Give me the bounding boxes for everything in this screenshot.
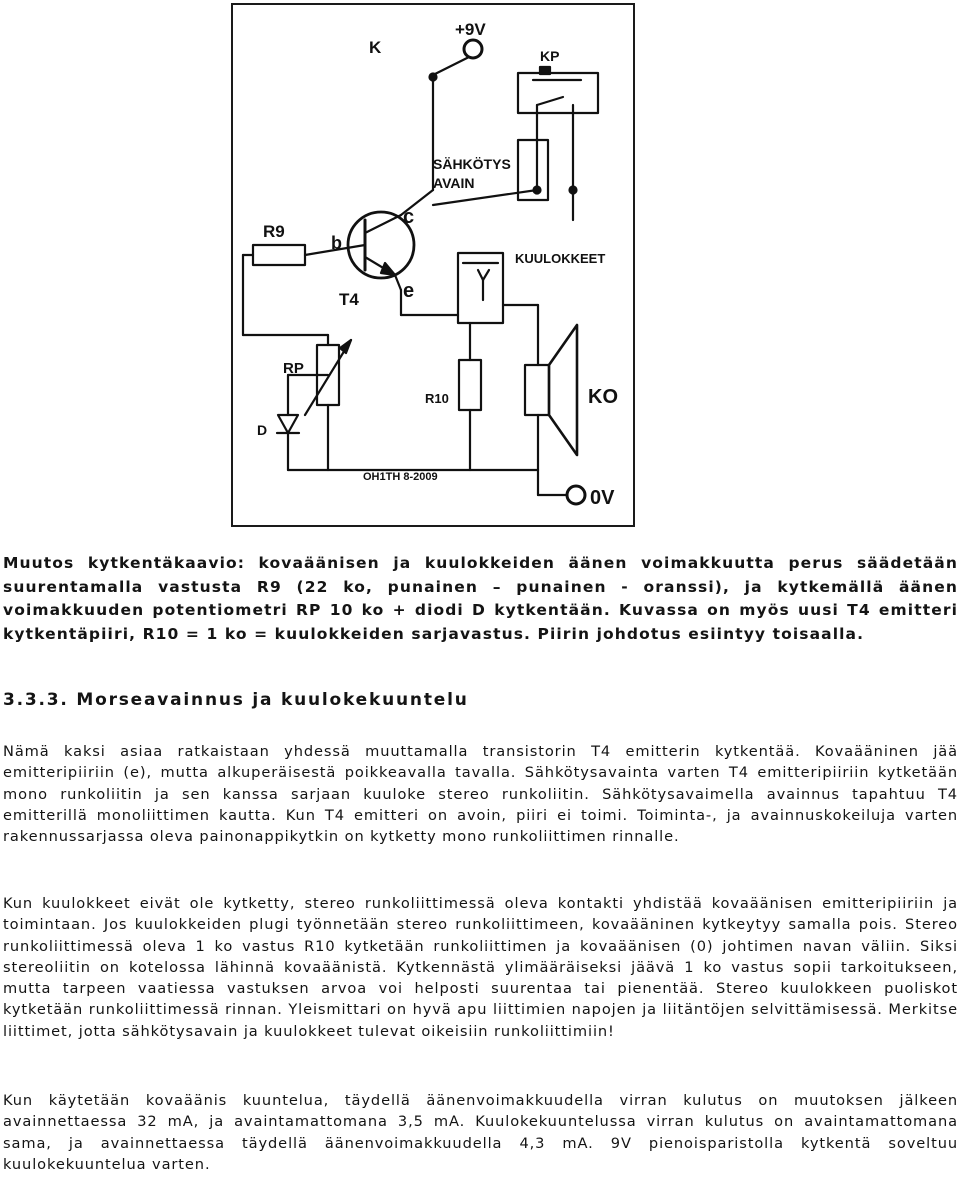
label-d: D [257, 422, 268, 438]
label-k: K [369, 38, 382, 57]
label-0v: 0V [590, 487, 615, 509]
label-c: c [403, 206, 415, 228]
label-b: b [331, 233, 342, 253]
resistor-r9 [253, 245, 305, 265]
label-kp: KP [540, 48, 560, 64]
label-r9: R9 [263, 222, 285, 241]
switch-k-lever [433, 57, 469, 75]
label-ko: KO [588, 386, 618, 408]
diode-d [278, 415, 298, 433]
body-paragraph-1: Nämä kaksi asiaa ratkaistaan yhdessä muuttamalla transistorin T4 emitterin kytkentää. Kovaääninen jää emitteripiiriin (e), mutta alkuperäisestä poikkeavalla tavalla. Sähkötysavainta varten T4 emitteripiiriin kytketään mono runkoliitin ja sen kanssa sarjaan kuuloke stereo runkoliitin. Sähkötysavaimella avainnus tapahtuu T4 emitterillä monoliittimen kautta. Kun T4 emitteri on avoin, piiri ei toimi. Toiminta-, ja avainnuskokeiluja varten rakennussarjassa oleva painonappikytkin on kytketty mono runkoliittimen rinnalle. [3, 743, 958, 846]
ground-terminal [567, 486, 585, 504]
label-credit: OH1TH 8-2009 [363, 471, 438, 483]
body-paragraph-3: Kun käytetään kovaäänis kuuntelua, täydellä äänenvoimakkuudella virran kulutus on muutoksen jälkeen avainnettaessa 32 mA, ja avaintamattomana 3,5 mA. Kuulokekuuntelussa virran kulutus on avaintamattomana sama, ja avainnettaessa täydellä äänenvoimakkuudella 4,3 mA. 9V pienoisparistolla kytkentä soveltuu kuulokekuuntelua varten. [3, 1092, 958, 1173]
label-e: e [403, 280, 415, 302]
label-sahkotys: SÄHKÖTYS [433, 156, 511, 172]
label-r10: R10 [425, 391, 449, 406]
section-heading: 3.3.3. Morseavainnus ja kuulokekuuntelu [3, 690, 469, 710]
plus9v-terminal [464, 40, 482, 58]
label-kuulokkeet: KUULOKKEET [515, 251, 606, 266]
label-t4: T4 [339, 290, 359, 309]
switch-k-pivot [430, 74, 437, 81]
speaker-ko [525, 365, 549, 415]
resistor-r10 [459, 360, 481, 410]
body-paragraph-2: Kun kuulokkeet eivät ole kytketty, stereo runkoliittimessä oleva kontakti yhdistää kovaäänisen emitteripiiriin ja toimintaan. Jos kuulokkeiden plugi työnnetään stereo runkoliittimeen, kovaääninen kytkeytyy samalla pois. Stereo runkoliittimessä oleva 1 ko vastus R10 kytketään runkoliittimen ja kovaäänisen (0) johtimen navan väliin. Siksi stereoliitin on kotelossa lähinnä kovaäänistä. Kytkennästä ylimääräiseksi jäävä 1 ko vastus sopii tarkoitukseen, mutta tarpeen vaatiessa vastuksen arvoa voi helposti suurentaa tai pienentää. Stereo kuulokkeen puoliskot kytketään runkoliittimessä rinnan. Yleismittari on hyvä apu liittimien napojen ja liitäntöjen selvittämisessä. Merkitse liittimet, jotta sähkötysavain ja kuulokkeet tulevat oikeisiin runkoliittimiin! [3, 895, 958, 1040]
circuit-schematic-figure [231, 3, 635, 527]
label-rp: RP [283, 360, 304, 377]
circuit-schematic [233, 5, 633, 525]
figure-caption: Muutos kytkentäkaavio: kovaäänisen ja kuulokkeiden äänen voimakkuutta perus säädetään suurentamalla vastusta R9 (22 ko, punainen – punainen - oranssi), ja kytkemällä äänen voimakkuuden potentiometri RP 10 ko + diodi D kytkentään. Kuvassa on myös uusi T4 emitteri kytkentäpiiri, R10 = 1 ko = kuulokkeiden sarjavastus. Piirin johdotus esiintyy toisaalla. [3, 554, 958, 643]
label-plus9v: +9V [455, 20, 486, 39]
label-avain: AVAIN [433, 175, 475, 191]
